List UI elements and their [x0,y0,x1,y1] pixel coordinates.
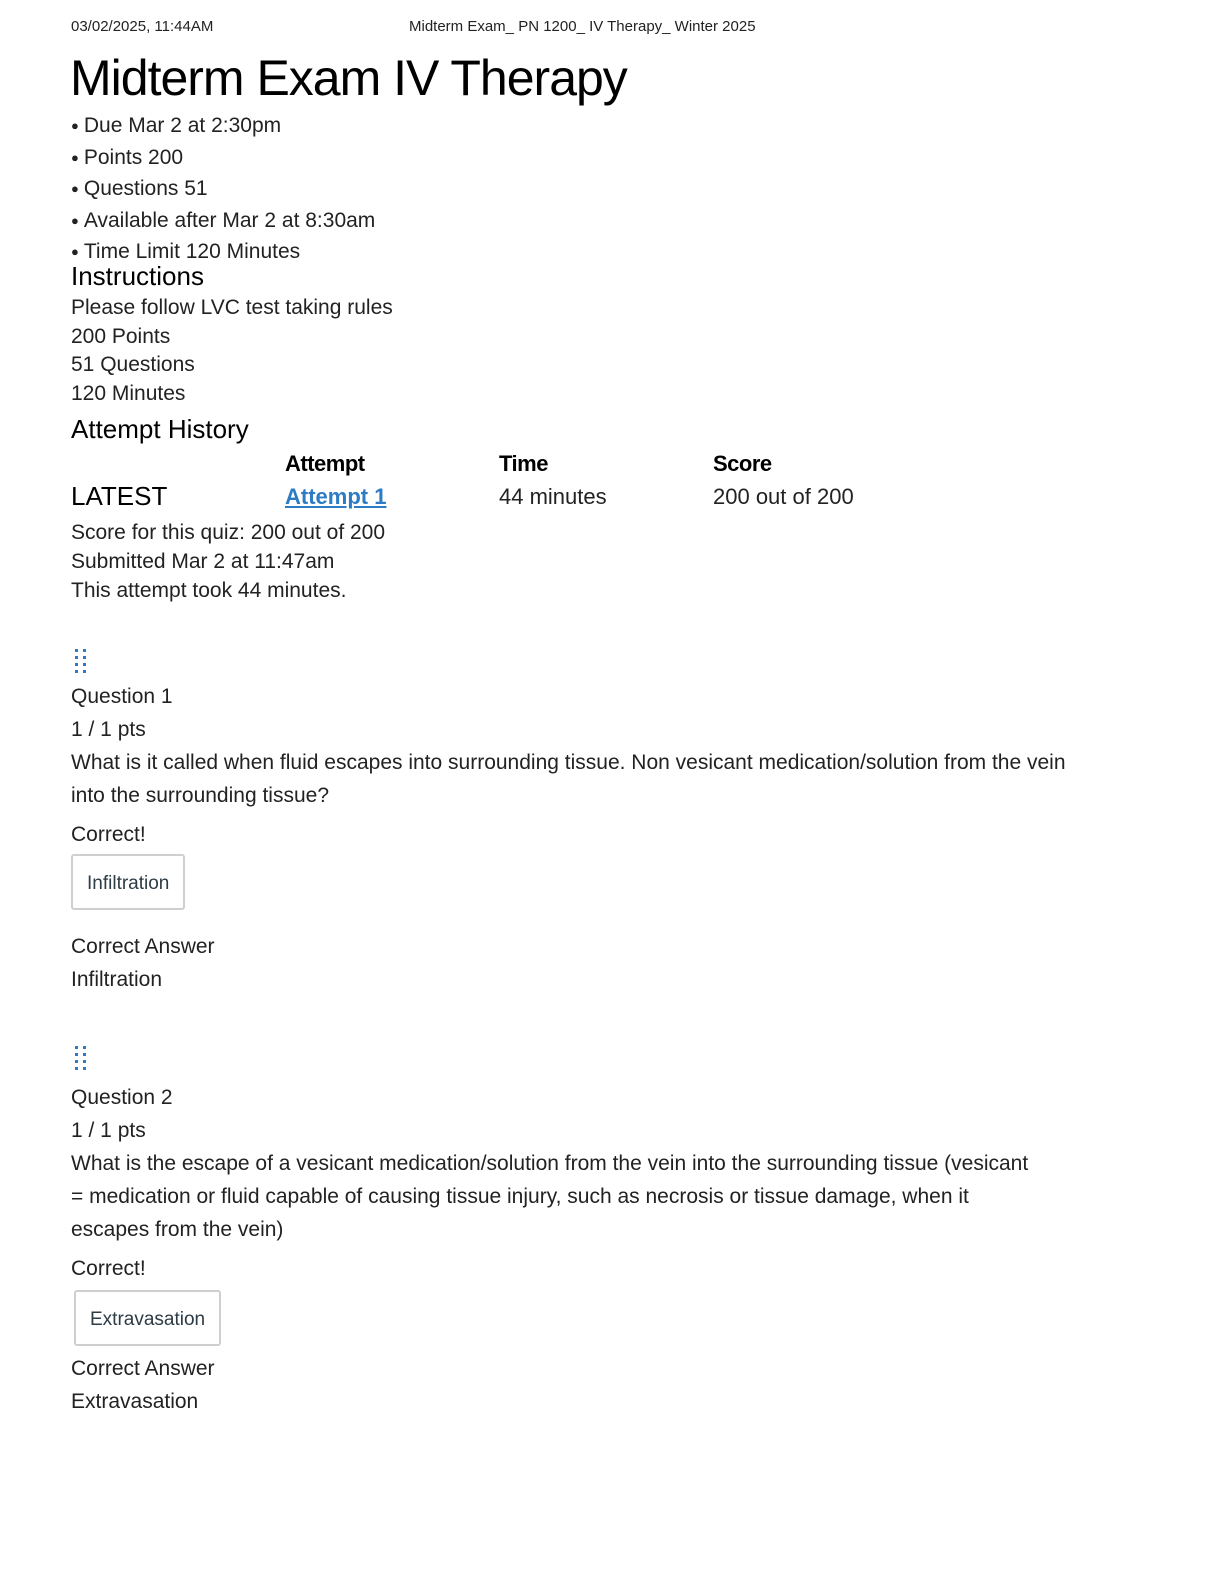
instructions-line: Please follow LVC test taking rules [71,296,393,319]
instructions-body [71,294,393,408]
print-datetime: 03/02/2025, 11:44AM [71,18,214,35]
question-points: 1 / 1 pts [71,718,146,741]
column-header-time: Time [499,451,548,476]
latest-label: LATEST [71,481,168,511]
instructions-line: 120 Minutes [71,381,186,405]
detail-available: ● Available after Mar 2 at 8:30am [71,206,375,238]
question-points: 1 / 1 pts [71,1119,146,1142]
question-text: What is the escape of a vesicant medication/solution from the vein into the surrounding tissue (vesicant = medication or fluid capable of causing tissue injury, such as necrosis or tissue damage, when it escapes from the vein) [71,1152,1029,1241]
drag-handle-icon[interactable] [73,1045,89,1071]
attempt-history-heading: Attempt History [71,414,249,444]
detail-time-limit: ● Time Limit 120 Minutes [71,237,375,269]
page-title: Midterm Exam IV Therapy [70,50,627,106]
instructions-line: 51 Questions [71,353,195,376]
column-header-score: Score [713,451,772,476]
attempt-1-link[interactable]: Attempt 1 [285,484,387,509]
instructions-heading: Instructions [71,261,204,291]
correct-answer-value: Extravasation [71,1390,199,1413]
attempt-cell[interactable] [285,484,386,510]
detail-points: ● Points 200 [71,143,375,175]
question-text: What is it called when fluid escapes into surrounding tissue. Non vesicant medication/solution from the vein into the surrounding tissue? [71,751,1066,807]
answer-status: Correct! [71,823,146,846]
question-1 [71,680,1081,996]
question-label: Question 1 [71,685,173,708]
print-document-title: Midterm Exam_ PN 1200_ IV Therapy_ Winter 2025 [409,18,756,35]
attempt-duration: This attempt took 44 minutes. [71,579,347,602]
answer-status: Correct! [71,1257,146,1280]
question-label: Question 2 [71,1086,173,1109]
submitted-answer-box: Infiltration [71,854,185,910]
score-cell: 200 out of 200 [713,484,854,509]
detail-due: ● Due Mar 2 at 2:30pm [71,111,375,143]
correct-answer-label: Correct Answer [71,935,215,958]
quiz-score: Score for this quiz: 200 out of 200 [71,521,386,544]
instructions-line: 200 Points [71,324,171,348]
quiz-summary [71,518,385,605]
correct-answer-value: Infiltration [71,968,163,991]
submitted-answer-box: Extravasation [74,1290,221,1346]
quiz-details [71,111,375,269]
correct-answer-label: Correct Answer [71,1357,215,1380]
drag-handle-icon[interactable] [73,648,89,674]
submitted-time: Submitted Mar 2 at 11:47am [71,550,335,573]
time-cell: 44 minutes [499,484,607,509]
question-2 [71,1081,1031,1418]
column-header-attempt: Attempt [285,451,365,476]
detail-questions: ● Questions 51 [71,174,375,206]
